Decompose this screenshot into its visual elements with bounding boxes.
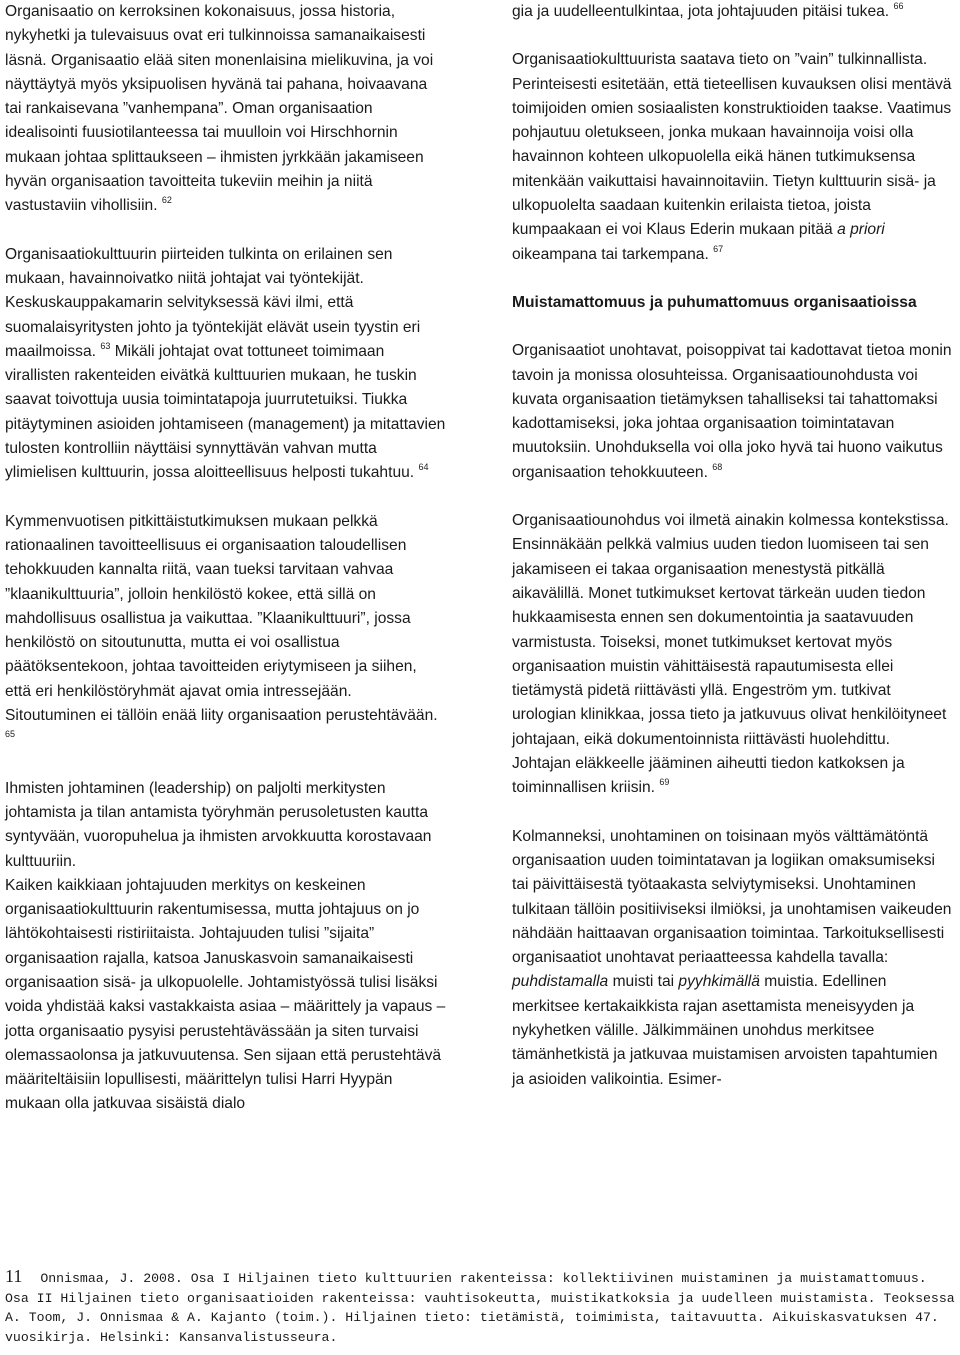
footnote-ref: 62: [161, 195, 172, 206]
footnote-ref: 63: [100, 340, 111, 351]
paragraph: Organisaatiokulttuurin piirteiden tulkinta on erilainen sen mukaan, havainnoivatko niitä johtajat vai työntekijät. Keskuskauppakamarin selvityksessä kävi ilmi, että suomalaisyritysten johto ja työntekijät elävät usein tyystin eri maailmoissa. $^{63}$ Mikäli johtajat ovat tottuneet toimimaan virallisten rakenteiden eivätkä kulttuurien mukaan, he tuskin saavat toivottuja uusia toimintatapoja juurrutetuiksi. Tiukka pitäytyminen asioiden johtamiseen (management) ja mitattavien tulosten kontrolliin näyttäisi synnyttävän vahvan mutta ylimielisen kulttuurin, jossa aloitteellisuus helposti tukahtuu. $^{64}$: [5, 245, 446, 482]
paragraph: Organisaatiot unohtavat, poisoppivat tai kadottavat tietoa monin tavoin ja monissa olosuhteissa. Organisaatiounohdusta voi kuvata organisaation tietämyksen tahalliseksi tai tahattomaksi kadottamiseksi, joka johtaa organisaation toimintatavan muutoksiin. Unohduksella voi olla joko hyvä tai huono vaikutus organisaation tehokkuuteen. $^{68}$: [512, 342, 952, 481]
right-column: [512, 0, 952, 1116]
left-column: [5, 0, 447, 1141]
footnote-text: Onnismaa, J. 2008. Osa I Hiljainen tieto kulttuurien rakenteissa: kollektiivinen muistaminen ja muistamattomuus. Osa II Hiljainen tieto organisaatioiden rakenteissa: vauhtisokeutta, muistikatkoksia ja uudelleen muistamista. Teoksessa A. Toom, J. Onnismaa & A. Kajanto (toim.). Hiljainen tieto: tietämistä, toimimista, taitavuutta. Aikuiskasvatuksen 47. vuosikirja. Helsinki: Kansanvalistusseura.: [5, 1271, 955, 1345]
footnote-ref: 64: [418, 462, 429, 473]
footnote-ref: 68: [712, 461, 723, 472]
paragraph: Organisaatiokulttuurista saatava tieto on ”vain” tulkinnallista. Perinteisesti esitetään, että tieteellisen kuvauksen olisi mentävä toimijoiden omien sosiaalisten konstruktioiden taakse. Vaatimus pohjautuu oletukseen, jonka mukaan havainnoija voisi olla havainnon kohteen ulkopuolella eikä hänen tutkimuksensa mitenkään vaikuttaisi havainnoitaviin. Tietyn kulttuurin sisä- ja ulkopuolelta saadaan kuitenkin erilaista tietoa, joista kumpaakaan ei voi Klaus Ederin mukaan pitää a priori oikeampana tai tarkempana. $^{67}$: [512, 51, 952, 263]
paragraph: Kymmenvuotisen pitkittäistutkimuksen mukaan pelkkä rationaalinen tavoitteellisuus ei organisaation taloudellisen tehokkuuden kannalta riitä, vaan tueksi tarvitaan vahvaa ”klaanikulttuuria”, jolloin henkilöstö kokee, että sillä on mahdollisuus osallistua ja vaikuttaa. ”Klaanikulttuuri”, jossa henkilöstö on sitoutunutta, mutta ei voi osallistua päätöksentekoon, johtaa tavoitteiden eriytymiseen ja siihen, että eri henkilöstöryhmät ajavat omia intressejään. Sitoutuminen ei tällöin enää liity organisaation perustehtävään. $^{65}$: [5, 512, 438, 740]
footnote: [5, 1267, 955, 1347]
section-heading: Muistamattomuus ja puhumattomuus organisaatioissa: [512, 293, 917, 311]
paragraph: Ihmisten johtaminen (leadership) on paljolti merkitysten johtamista ja tilan antamista työryhmän perusoletusten kautta syntyvään, vuoropuhelua ja ihmisten arvokkuutta korostavaan kulttuuriin.: [5, 779, 432, 870]
page-number: 11: [5, 1266, 23, 1286]
footnote-ref: 69: [659, 777, 670, 788]
paragraph: gia ja uudelleentulkintaa, jota johtajuuden pitäisi tukea. $^{66}$: [512, 1, 904, 20]
paragraph: Kolmanneksi, unohtaminen on toisinaan myös välttämätöntä organisaation uuden toimintatavan ja logiikan omaksumiseksi tai päivittäisestä työtaakasta selviytymiseksi. Unohtaminen tulkitaan tällöin positiiviseksi ilmiöksi, ja unohtamisen vaikeuden nähdään haittaavan organisaation toimintaa. Tarkoituksellisesti organisaatiot unohtavat periaatteessa kahdella tavalla: puhdistamalla muisti tai pyyhkimällä muistia. Edellinen merkitsee kertakaikkista rajan asettamista meneisyyden ja nykyhetken välille. Jälkimmäinen unohdus merkitsee tämänhetkistä ja jatkuvaa muistamisen arvoisten tapahtumien ja asioiden valikointia. Esimer-: [512, 827, 952, 1088]
footnote-ref: 67: [713, 243, 724, 254]
paragraph: Organisaatio on kerroksinen kokonaisuus, jossa historia, nykyhetki ja tulevaisuus ovat eri tulkinnoissa samanaikaisesti läsnä. Organisaatio elää siten monenlaisina mielikuvina, ja voi näyttäytyä myös yksipuolisen hyvänä tai pahana, hoivaavana tai rankaisevana ”vanhempana”. Oman organisaation idealisointi fuusiotilanteessa tai muulloin voi Hirschhornin mukaan johtaa splittaukseen – ihmisten jyrkkään jakamiseen hyvän organisaation tavoitteita tukeviin meihin ja niitä vastustaviin vihollisiin. $^{62}$: [5, 3, 434, 215]
paragraph: Kaiken kaikkiaan johtajuuden merkitys on keskeinen organisaatiokulttuurin rakentumisessa, mutta johtajuus on jo lähtökohtaisesti ristiriitaista. Johtajuuden tulisi ”sijaita” organisaation rajalla, katsoa Januskasvoin samanaikaisesti organisaation sisä- ja ulkopuolelle. Johtamistyössä tulisi lisäksi voida yhdistää kaksi vastakkaista asiaa – määrittely ja vapaus – jotta organisaatio pysyisi perustehtävässään ja siten turvaisi olemassaolonsa ja jatkuvuutensa. Sen sijaan että perustehtävä määriteltäisiin lopullisesti, määrittelyn tulisi Harri Hyypän mukaan olla jatkuvaa sisäistä dialo: [5, 876, 446, 1113]
footnote-ref: 65: [5, 729, 16, 740]
footnote-ref: 66: [893, 1, 904, 11]
paragraph: Organisaatiounohdus voi ilmetä ainakin kolmessa kontekstissa. Ensinnäkään pelkkä valmius uuden tiedon luomiseen tai sen jakamiseen ei takaa organisaation menestystä pitkällä aikavälillä. Monet tutkimukset kertovat tärkeän uuden tiedon hukkaamisesta ennen sen dokumentointia ja saatavuuden varmistusta. Toiseksi, monet tutkimukset kertovat myös organisaation muistin vähittäisestä rapautumisesta ellei tietämystä pidetä riittävästi yllä. Engeström ym. tutkivat urologian klinikkaa, jossa tieto ja jatkuvuus olivat henkilöityneet johtajaan, eikä dokumentoinnista riittävästi huolehdittu. Johtajan eläkkeelle jääminen aiheutti tiedon katkoksen ja toiminnallisen kriisin. $^{69}$: [512, 512, 949, 797]
